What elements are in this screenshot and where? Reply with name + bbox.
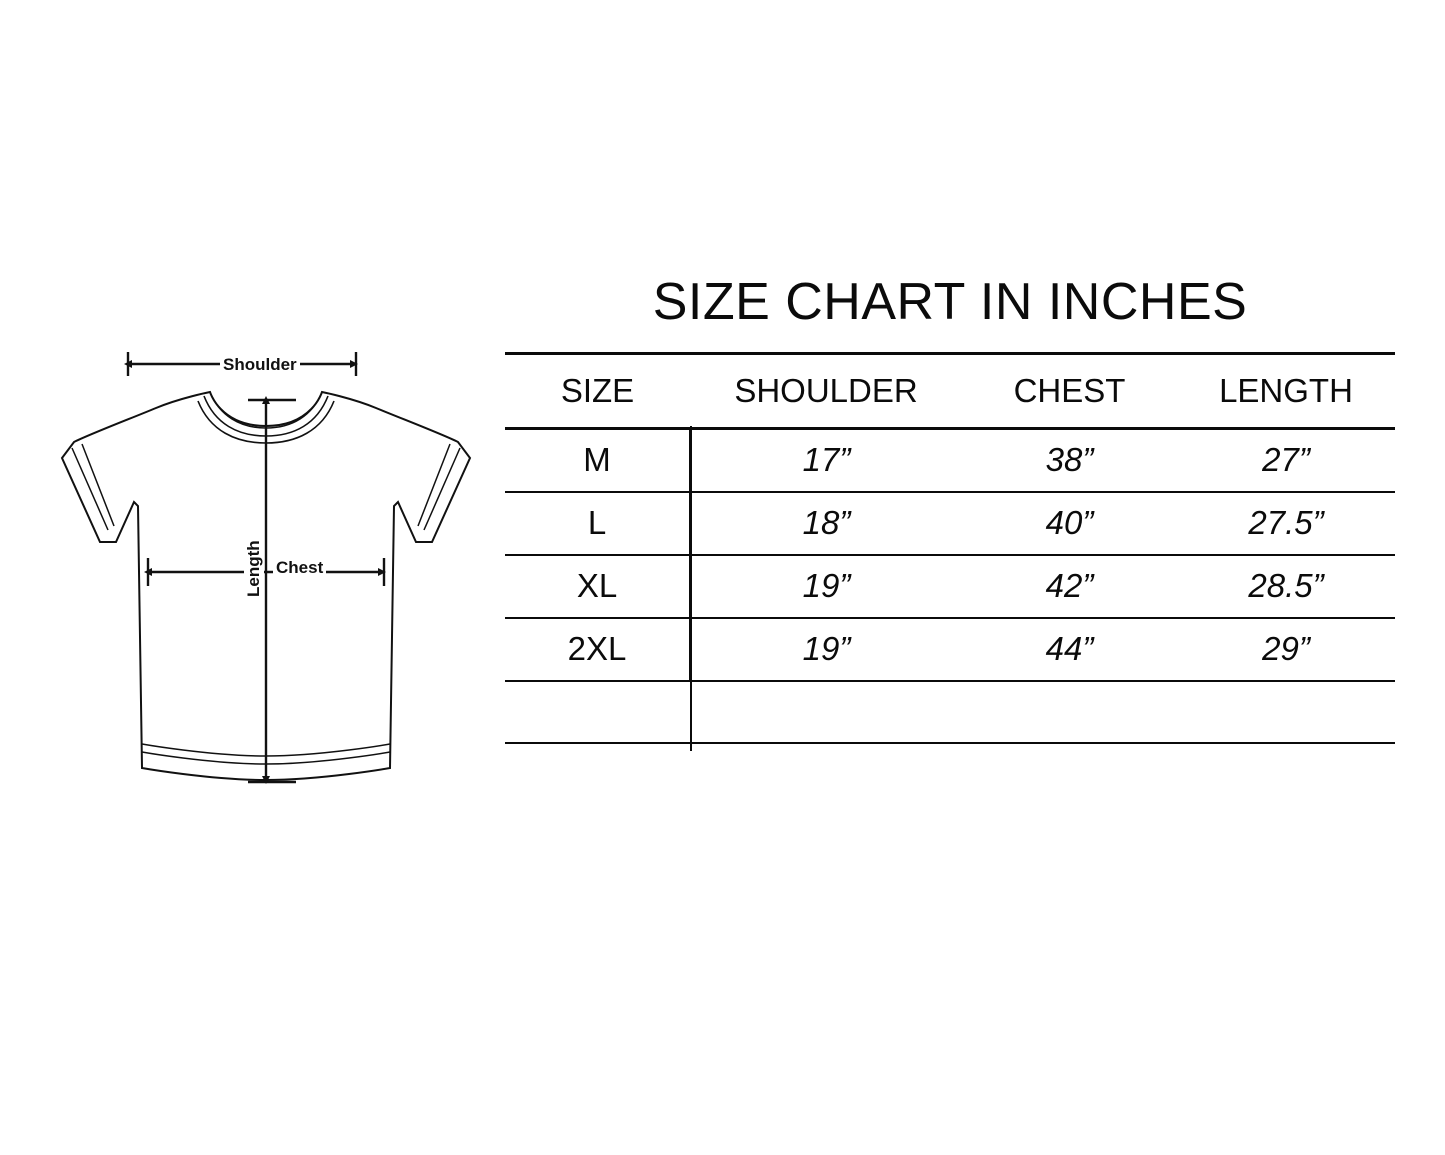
shoulder-dimension-label: Shoulder xyxy=(220,355,300,375)
tshirt-diagram xyxy=(60,330,490,830)
column-header-shoulder: SHOULDER xyxy=(690,353,962,428)
cell-size: L xyxy=(505,492,690,555)
chart-title: SIZE CHART IN INCHES xyxy=(652,273,1248,331)
table-row xyxy=(505,555,1395,618)
cell-length: 28.5” xyxy=(1177,555,1395,618)
table-bottom-gap xyxy=(505,682,1395,742)
size-column-divider xyxy=(690,426,692,751)
table-bottom-rule xyxy=(505,742,1395,744)
size-table-wrapper xyxy=(505,352,1395,744)
column-header-size: SIZE xyxy=(505,353,690,428)
cell-shoulder: 18” xyxy=(690,492,962,555)
cell-chest: 42” xyxy=(962,555,1177,618)
cell-length: 27.5” xyxy=(1177,492,1395,555)
column-header-length: LENGTH xyxy=(1177,353,1395,428)
table-row xyxy=(505,428,1395,492)
table-row xyxy=(505,618,1395,681)
cell-length: 27” xyxy=(1177,428,1395,492)
table-row xyxy=(505,492,1395,555)
cell-shoulder: 19” xyxy=(690,618,962,681)
cell-size: M xyxy=(505,428,690,492)
tshirt-illustration-svg xyxy=(60,330,490,830)
table-header-row xyxy=(505,353,1395,428)
size-chart-panel xyxy=(505,275,1395,744)
cell-shoulder: 19” xyxy=(690,555,962,618)
cell-length: 29” xyxy=(1177,618,1395,681)
length-dimension-label: Length xyxy=(244,537,264,600)
cell-size: 2XL xyxy=(505,618,690,681)
size-table-body xyxy=(505,428,1395,681)
size-table xyxy=(505,352,1395,682)
column-header-chest: CHEST xyxy=(962,353,1177,428)
chest-dimension-label: Chest xyxy=(273,558,326,578)
cell-chest: 38” xyxy=(962,428,1177,492)
cell-chest: 44” xyxy=(962,618,1177,681)
cell-size: XL xyxy=(505,555,690,618)
cell-chest: 40” xyxy=(962,492,1177,555)
size-table-head xyxy=(505,353,1395,428)
cell-shoulder: 17” xyxy=(690,428,962,492)
